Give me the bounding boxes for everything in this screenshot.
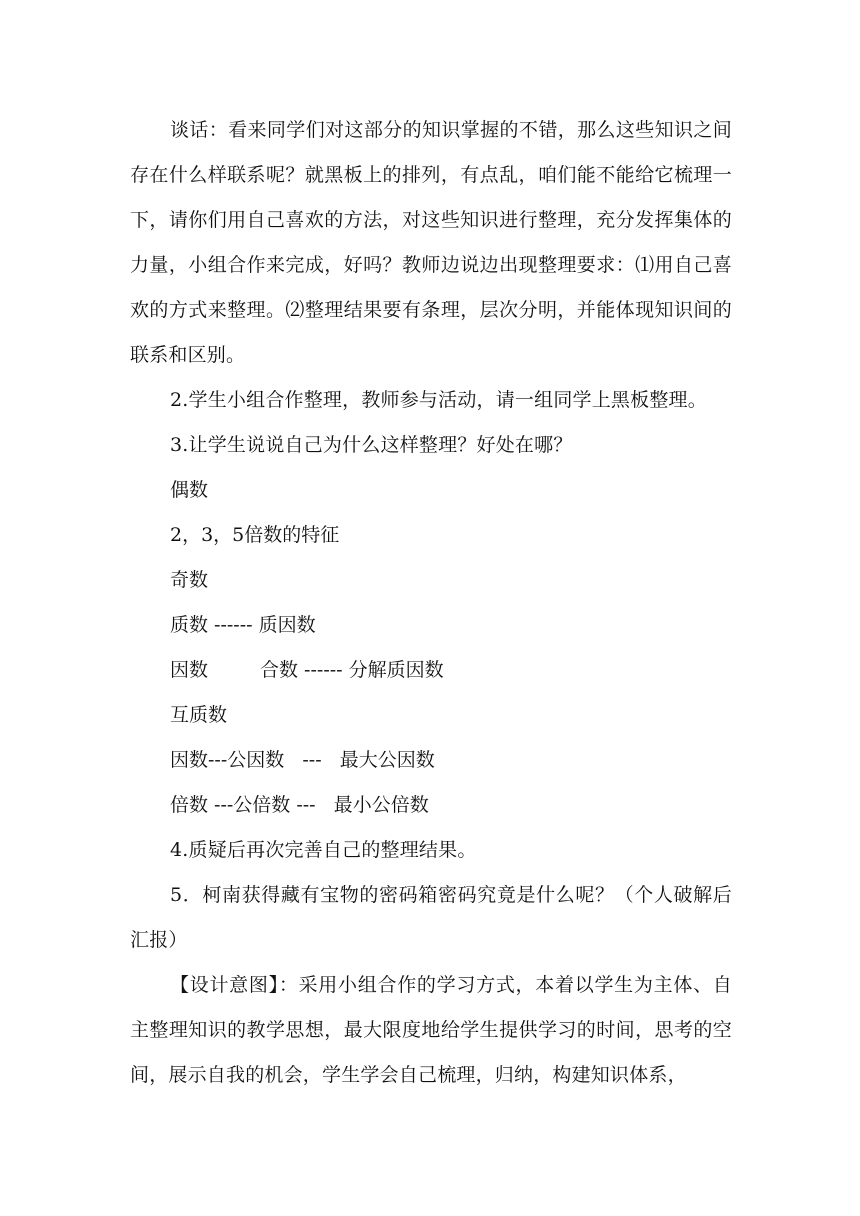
outline-coprime: 互质数 <box>170 704 228 726</box>
outline-common-factor: 因数---公因数 --- 最大公因数 <box>170 749 435 771</box>
intro-paragraph: 谈话：看来同学们对这部分的知识掌握的不错，那么这些知识之间存在什么样联系呢？就黑板上的排列，有点乱，咱们能不能给它梳理一下，请你们用自己喜欢的方法，对这些知识进行整理，充分发挥集体的力量，小组合作来完成，好吗？教师边说边出现整理要求：⑴用自己喜欢的方式来整理。⑵整理结果要有条理，层次分明，并能体现知识间的联系和区别。 <box>130 119 732 366</box>
outline-factor: 因数 <box>170 659 209 681</box>
outline-common-multiple: 倍数 ---公倍数 --- 最小公倍数 <box>170 794 429 816</box>
step-4-paragraph: 4.质疑后再次完善自己的整理结果。 <box>170 839 477 861</box>
step-3-paragraph: 3.让学生说说自己为什么这样整理？好处在哪？ <box>170 434 573 456</box>
outline-prime: 质数 ------ 质因数 <box>170 614 316 636</box>
knowledge-outline <box>130 468 732 828</box>
outline-features: 2，3，5倍数的特征 <box>170 524 340 546</box>
design-intent-paragraph: 【设计意图】：采用小组合作的学习方式，本着以学生为主体、自主整理知识的教学思想，最大限度地给学生提供学习的时间，思考的空间，展示自我的机会，学生学会自己梳理，归纳，构建知识体系， <box>130 974 732 1086</box>
step-2-paragraph: 2.学生小组合作整理，教师参与活动，请一组同学上黑板整理。 <box>170 389 707 411</box>
outline-factor-composite <box>130 648 732 693</box>
outline-even: 偶数 <box>170 479 209 501</box>
outline-composite: 合数 ------ 分解质因数 <box>260 659 444 681</box>
step-5-paragraph: 5．柯南获得藏有宝物的密码箱密码究竟是什么呢？（个人破解后汇报） <box>130 884 732 951</box>
document-page <box>130 108 732 1098</box>
outline-odd: 奇数 <box>170 569 209 591</box>
